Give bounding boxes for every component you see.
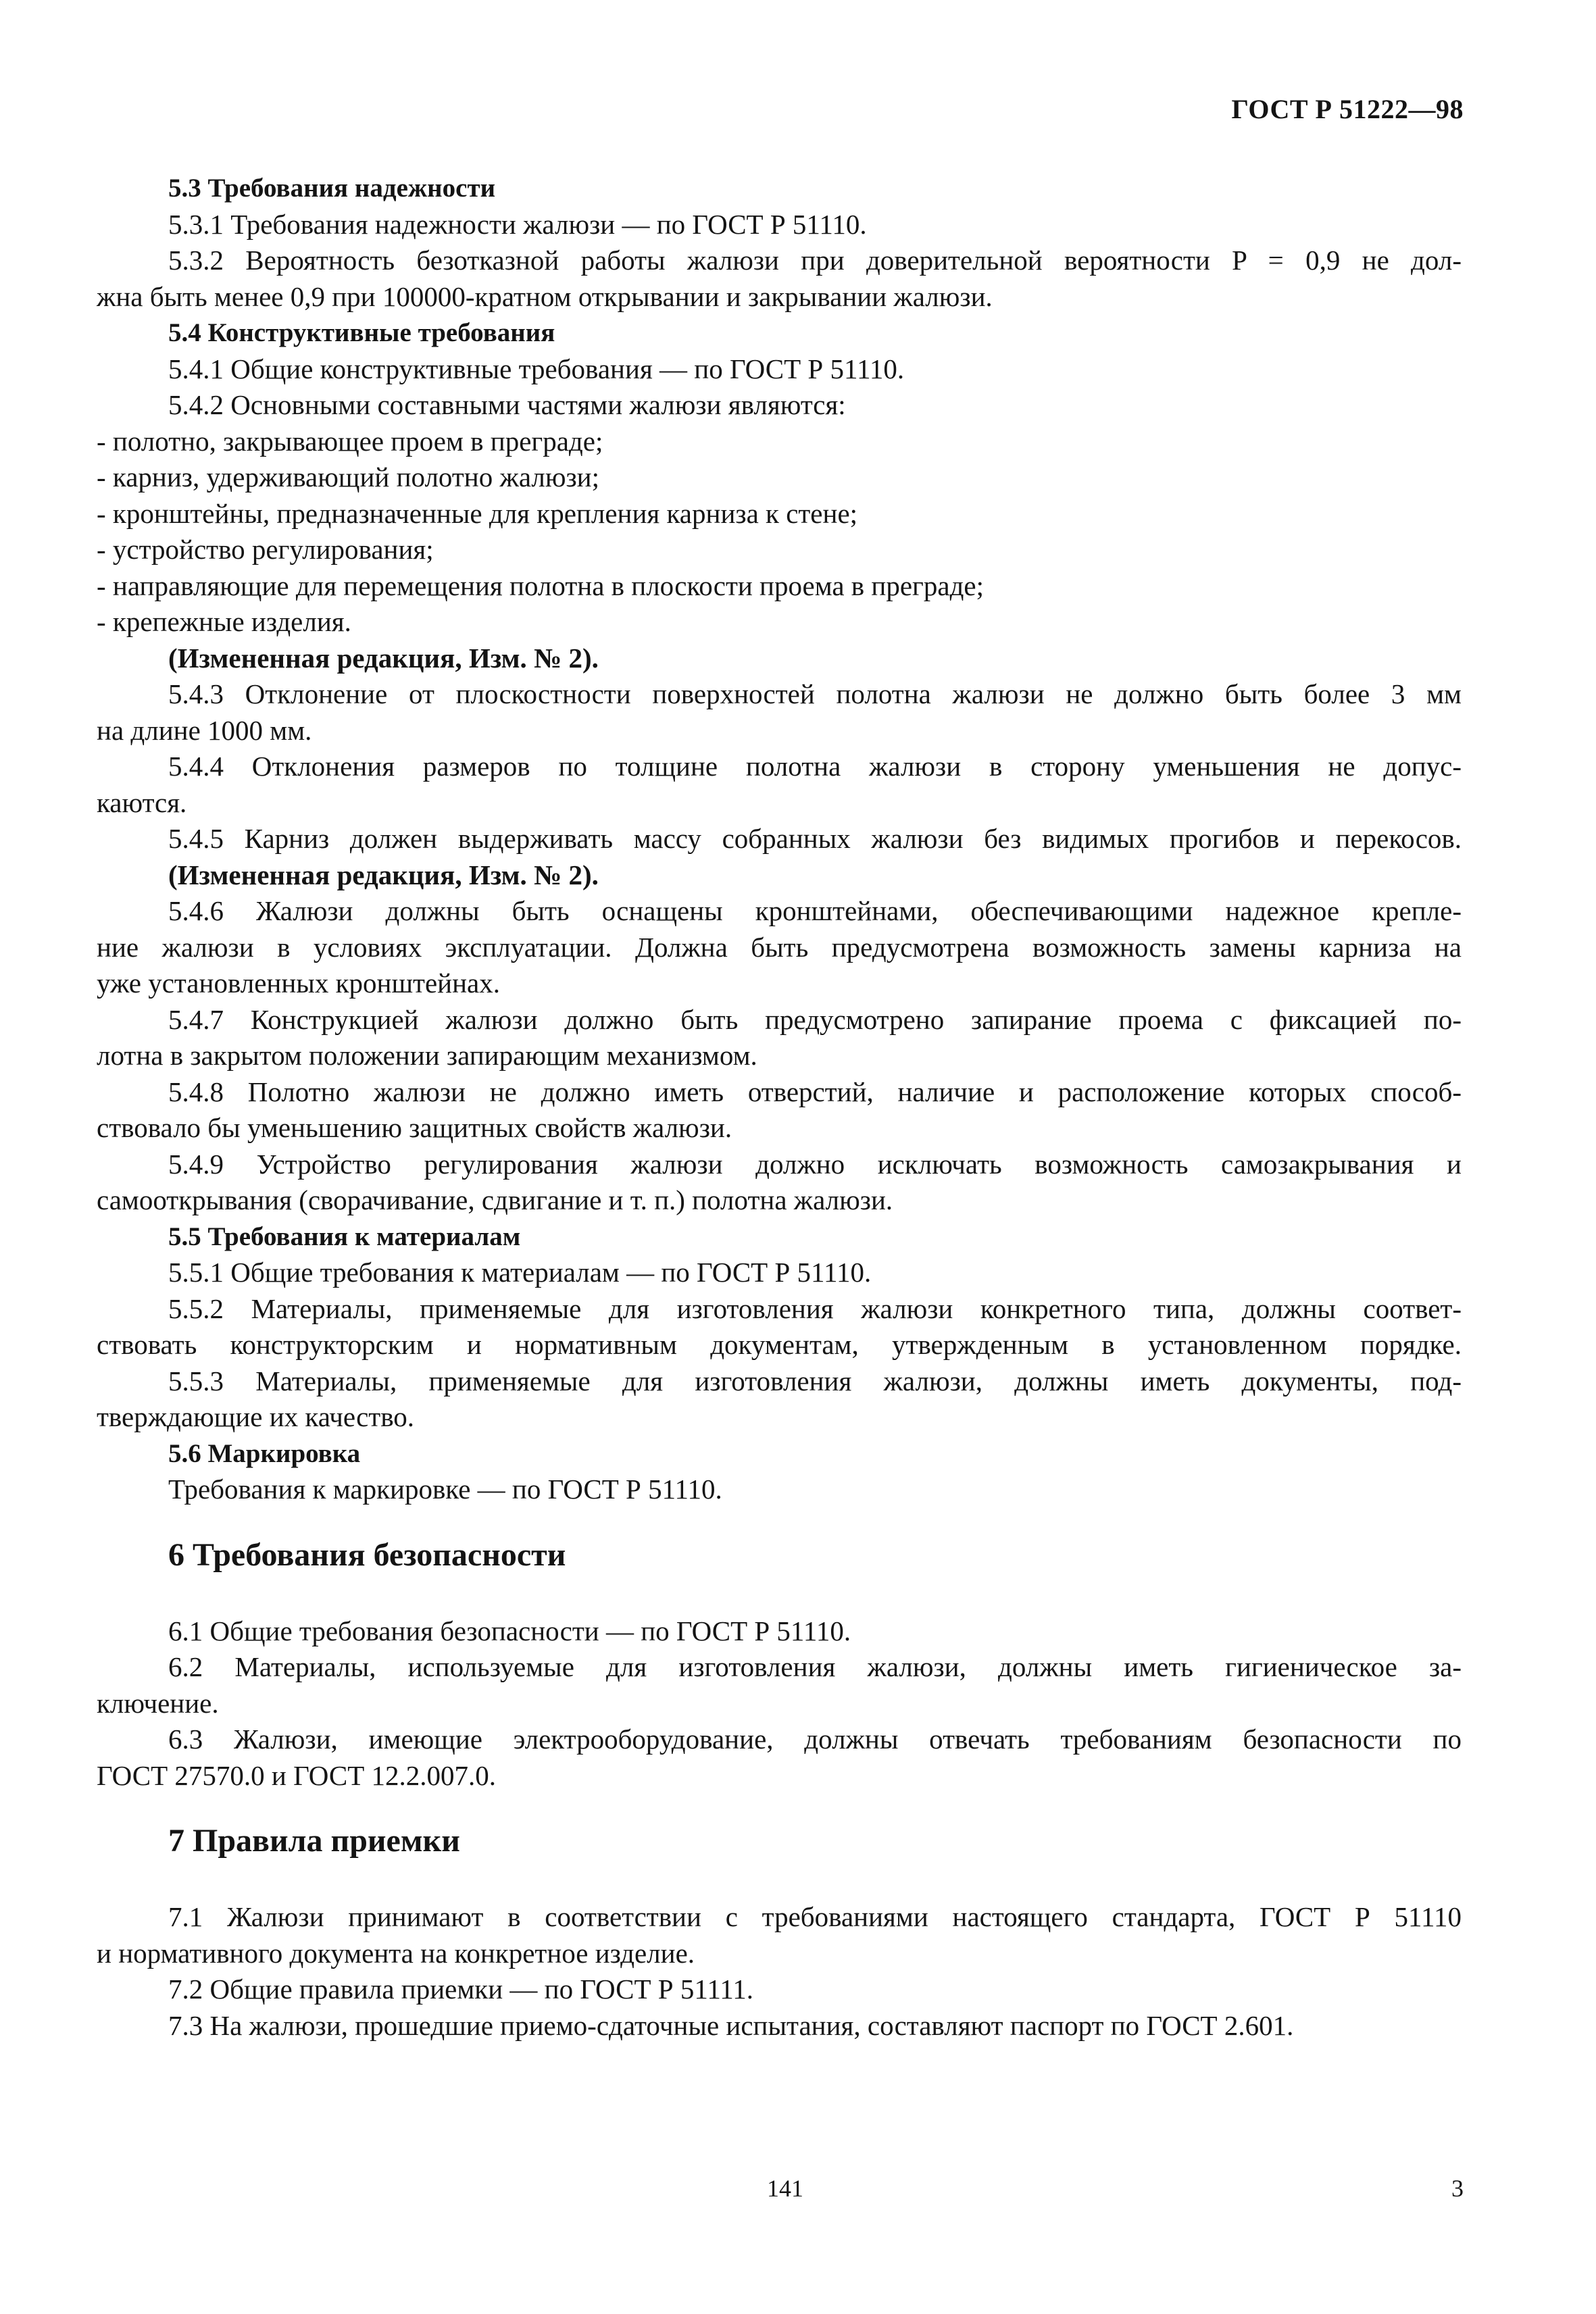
paragraph-line: 5.3.2 Вероятность безотказной работы жалюзи при доверительной вероятности P = 0,9 не дол- — [168, 245, 1462, 276]
paragraph-line: 6.3 Жалюзи, имеющие электрооборудование, должны отвечать требованиям безопасности по — [168, 1724, 1462, 1755]
section-heading: 5.4 Конструктивные требования — [168, 318, 555, 347]
paragraph-line: ствовать конструкторским и нормативным документам, утвержденным в установленном порядке. — [97, 1329, 1462, 1360]
paragraph-line: 5.4.6 Жалюзи должны быть оснащены кронштейнами, обеспечивающими надежное крепле- — [168, 895, 1462, 926]
page-number-center: 141 — [767, 2175, 803, 2202]
section-heading: 5.3 Требования надежности — [168, 174, 496, 203]
paragraph-line: 5.4.5 Карниз должен выдерживать массу собранных жалюзи без видимых прогибов и перекосов. — [168, 823, 1462, 854]
paragraph-line: на длине 1000 мм. — [97, 714, 312, 746]
paragraph-line: ние жалюзи в условиях эксплуатации. Должна быть предусмотрена возможность замены карниза на — [97, 931, 1462, 963]
paragraph-line: тверждающие их качество. — [97, 1401, 415, 1432]
edit-note: (Измененная редакция, Изм. № 2). — [168, 642, 599, 674]
paragraph-line: 6.2 Материалы, используемые для изготовления жалюзи, должны иметь гигиеническое за- — [168, 1651, 1462, 1682]
chapter-heading: 6 Требования безопасности — [168, 1536, 566, 1573]
paragraph-line: самооткрывания (сворачивание, сдвигание и т. п.) полотна жалюзи. — [97, 1184, 893, 1215]
paragraph-line: Требования к маркировке — по ГОСТ Р 51110. — [168, 1474, 722, 1505]
list-item: - направляющие для перемещения полотна в плоскости проема в преграде; — [97, 570, 984, 601]
paragraph-line: 5.4.1 Общие конструктивные требования — по ГОСТ Р 51110. — [168, 353, 905, 384]
paragraph-line: 6.1 Общие требования безопасности — по ГОСТ Р 51110. — [168, 1615, 851, 1646]
paragraph-line: 7.2 Общие правила приемки — по ГОСТ Р 51111. — [168, 1973, 754, 2005]
list-item: - крепежные изделия. — [97, 606, 351, 637]
paragraph-line: ключение. — [97, 1687, 219, 1719]
list-item: - полотно, закрывающее проем в преграде; — [97, 425, 603, 457]
paragraph-line: 5.4.8 Полотно жалюзи не должно иметь отверстий, наличие и расположение которых способ- — [168, 1076, 1462, 1107]
chapter-heading: 7 Правила приемки — [168, 1823, 460, 1859]
paragraph-line: 5.5.1 Общие требования к материалам — по ГОСТ Р 51110. — [168, 1257, 872, 1288]
paragraph-line: ствовало бы уменьшению защитных свойств жалюзи. — [97, 1112, 732, 1143]
edit-note: (Измененная редакция, Изм. № 2). — [168, 859, 599, 890]
paragraph-line: жна быть менее 0,9 при 100000-кратном открывании и закрывании жалюзи. — [97, 280, 993, 312]
paragraph-line: 5.4.3 Отклонение от плоскостности поверхностей полотна жалюзи не должно быть более 3 мм — [168, 678, 1462, 709]
paragraph-line: 7.3 На жалюзи, прошедшие приемо-сдаточные испытания, составляют паспорт по ГОСТ 2.601. — [168, 2009, 1294, 2041]
paragraph-line: и нормативного документа на конкретное изделие. — [97, 1937, 695, 1969]
paragraph-line: уже установленных кронштейнах. — [97, 967, 500, 999]
document-body — [97, 170, 1462, 2044]
list-item: - кронштейны, предназначенные для крепления карниза к стене; — [97, 497, 858, 529]
paragraph-line: каются. — [97, 786, 187, 818]
paragraph-line: 7.1 Жалюзи принимают в соответствии с требованиями настоящего стандарта, ГОСТ Р 51110 — [168, 1901, 1462, 1932]
paragraph-line: 5.4.7 Конструкцией жалюзи должно быть предусмотрено запирание проема с фиксацией по- — [168, 1003, 1462, 1035]
page-number-right: 3 — [1451, 2175, 1464, 2202]
paragraph-line: 5.4.2 Основными составными частями жалюзи являются: — [168, 389, 846, 420]
paragraph-line: лотна в закрытом положении запирающим механизмом. — [97, 1040, 757, 1071]
list-item: - устройство регулирования; — [97, 534, 434, 565]
paragraph-line: ГОСТ 27570.0 и ГОСТ 12.2.007.0. — [97, 1759, 497, 1791]
section-heading: 5.6 Маркировка — [168, 1438, 361, 1468]
paragraph-line: 5.5.2 Материалы, применяемые для изготовления жалюзи конкретного типа, должны соответ- — [168, 1292, 1462, 1324]
paragraph-line: 5.4.4 Отклонения размеров по толщине полотна жалюзи в сторону уменьшения не допус- — [168, 751, 1462, 782]
document-code: ГОСТ Р 51222—98 — [1231, 94, 1464, 124]
section-heading: 5.5 Требования к материалам — [168, 1222, 521, 1251]
paragraph-line: 5.3.1 Требования надежности жалюзи — по ГОСТ Р 51110. — [168, 208, 867, 240]
paragraph-line: 5.4.9 Устройство регулирования жалюзи должно исключать возможность самозакрывания и — [168, 1148, 1462, 1180]
list-item: - карниз, удерживающий полотно жалюзи; — [97, 461, 600, 493]
paragraph-line: 5.5.3 Материалы, применяемые для изготовления жалюзи, должны иметь документы, под- — [168, 1365, 1462, 1397]
